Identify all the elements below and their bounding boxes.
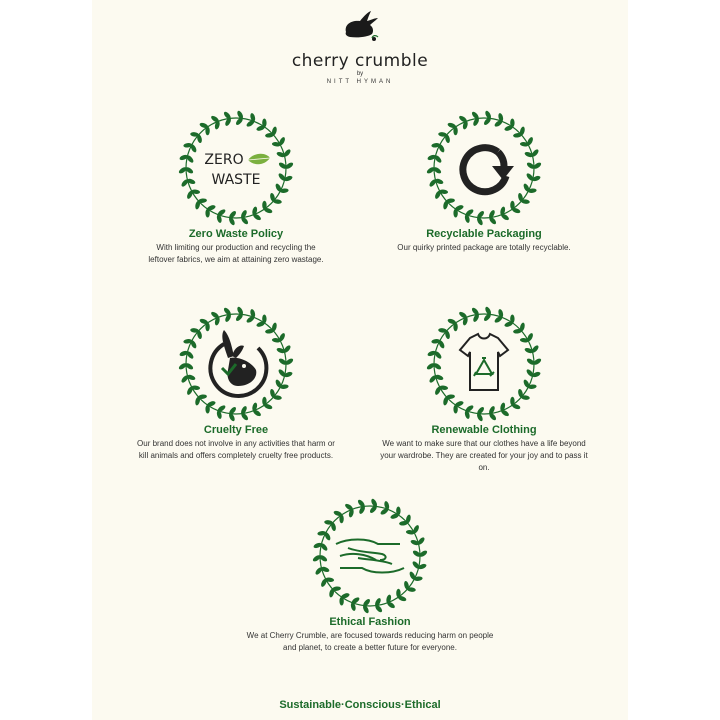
wreath-frame [312,498,428,614]
item-title: Recyclable Packaging [426,228,542,240]
rabbit-logo-icon [338,8,382,44]
wreath-frame [178,306,294,422]
leaf-wreath [178,110,294,226]
item-title: Cruelty Free [203,424,269,436]
footer-tagline: Sustainable·Conscious·Ethical [279,699,441,711]
item-desc: We want to make sure that our clothes have a life beyond your wardrobe. They are created for your joy and to pass it on. [380,439,588,472]
item-title: Renewable Clothing [431,424,537,436]
tshirt-recycle-icon [460,334,508,390]
zero-waste-text-2: WASTE [211,172,261,188]
rabbit-icon [210,330,266,396]
zero-waste-icon [204,152,270,188]
leaf-wreath [426,306,542,422]
wreath-frame [178,110,294,226]
wreath-stem [434,314,534,414]
item-desc: With limiting our production and recycling the leftover fabrics, we aim at attaining zero wastage. [148,243,324,264]
feature-zero-waste [116,110,356,266]
item-title: Ethical Fashion [329,616,411,628]
item-title: Zero Waste Policy [188,228,284,240]
feature-renewable-clothing [364,306,604,474]
hands-icon [336,540,404,573]
feature-cruelty-free [116,306,356,462]
wreath-stem [186,118,286,218]
brand-subtitle: NITT HYMAN [326,79,394,85]
recycle-arrow-icon [463,148,514,192]
leaf-wreath [426,110,542,226]
wreath-frame [426,306,542,422]
wreath-frame [426,110,542,226]
page-panel [92,0,628,720]
feature-ethical-fashion [240,498,500,654]
zero-waste-text-1: ZERO [204,152,244,168]
brand-by: by [356,71,364,77]
item-desc: Our brand does not involve in any activities that harm or kill animals and offers completely cruelty free products. [137,439,335,460]
feature-recyclable-packaging [364,110,604,254]
item-desc: Our quirky printed package are totally recyclable. [397,243,571,252]
item-desc: We at Cherry Crumble, are focused towards reducing harm on people and planet, to create a better future for everyone. [246,631,494,652]
brand-logo [92,8,628,85]
wreath-stem [434,118,534,218]
brand-name: cherry crumble [291,51,429,71]
